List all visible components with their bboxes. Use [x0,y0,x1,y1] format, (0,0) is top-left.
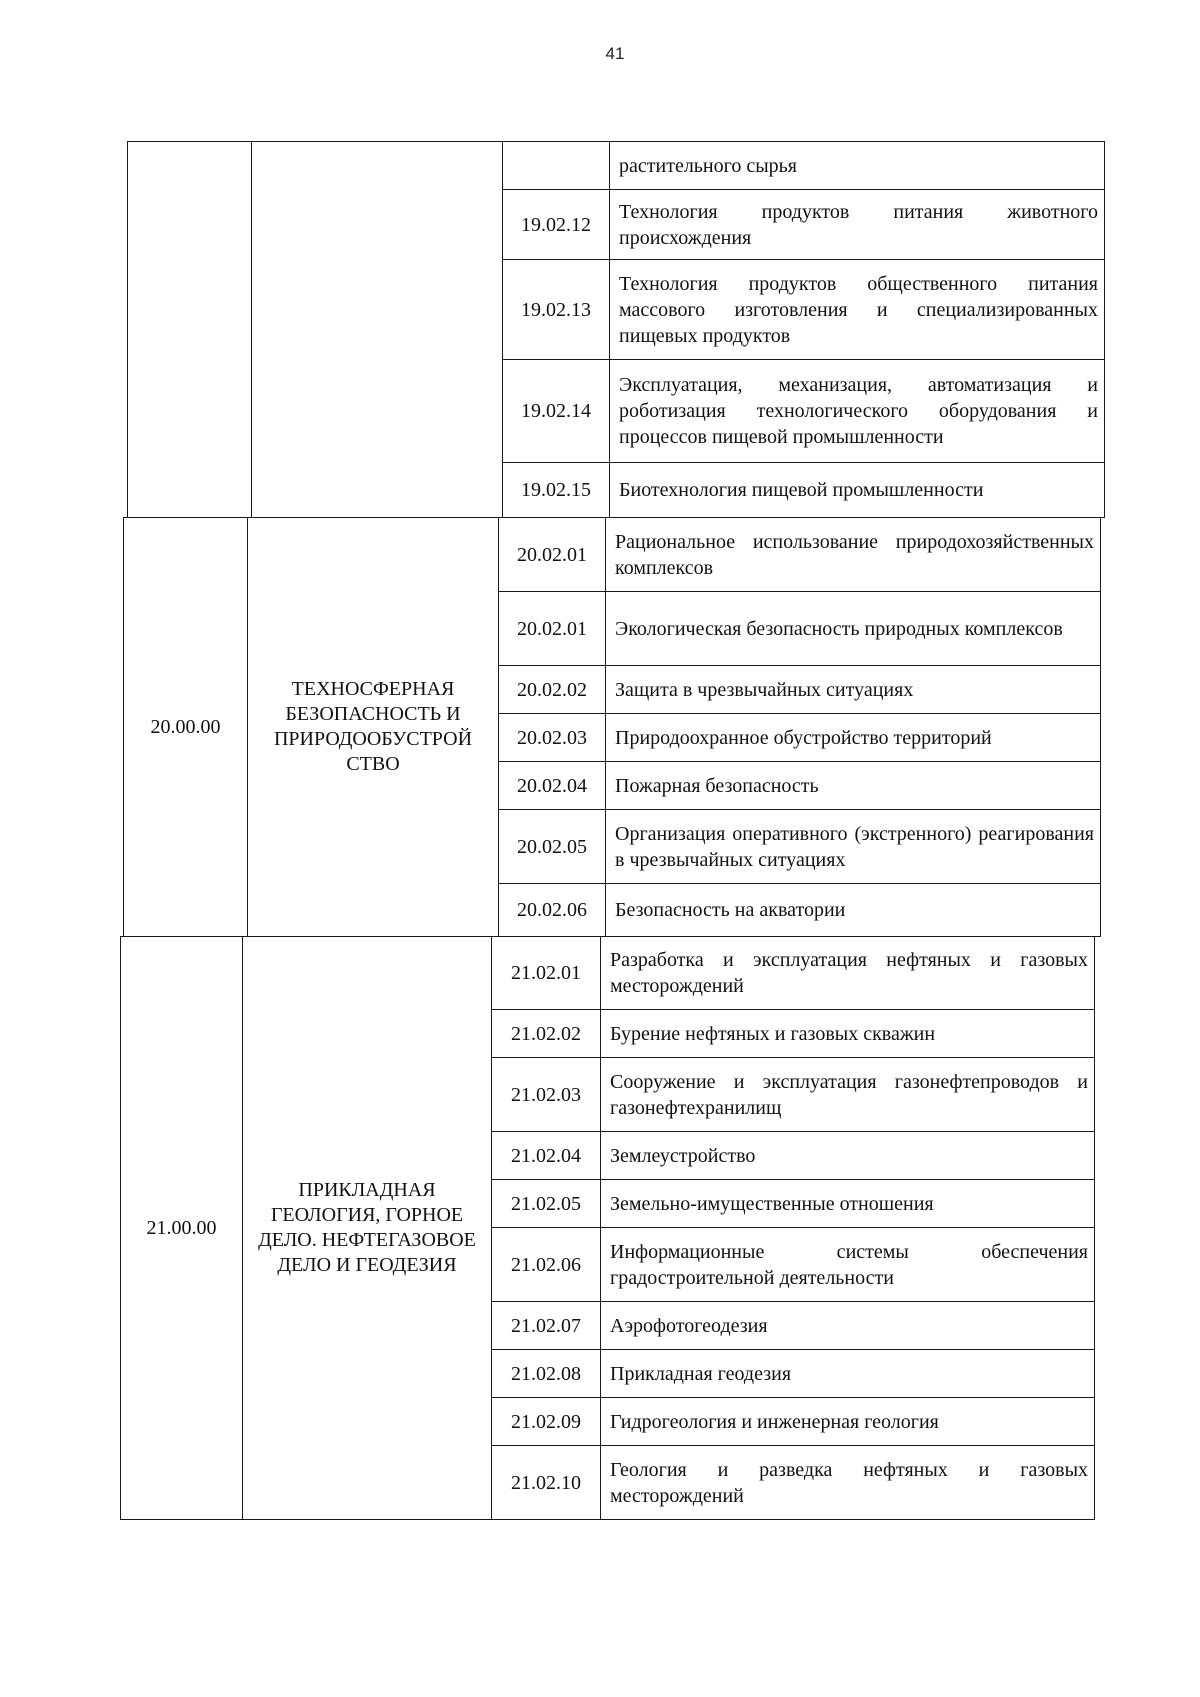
specialty-name: Землеустройство [601,1132,1095,1180]
specialty-name: Безопасность на акватории [606,884,1101,937]
page-number: 41 [605,44,625,63]
specialty-name: Организация оперативного (экстренного) реагирования в чрезвычайных ситуациях [606,810,1101,884]
specialty-code: 21.02.01 [492,937,601,1010]
specialty-name: Информационные системы обеспечения градостроительной деятельности [601,1228,1095,1302]
specialty-name: Геология и разведка нефтяных и газовых месторождений [601,1446,1095,1520]
specialty-code: 19.02.15 [503,463,610,518]
specialty-code [503,142,610,190]
group-title-cell: ТЕХНОСФЕРНАЯ БЕЗОПАСНОСТЬ И ПРИРОДООБУСТРОЙ СТВО [248,518,499,937]
specialty-code: 20.02.02 [499,666,606,714]
specialty-code: 21.02.05 [492,1180,601,1228]
specialty-name: Бурение нефтяных и газовых скважин [601,1010,1095,1058]
specialty-name: Эксплуатация, механизация, автоматизация и роботизация технологического оборудования и процессов пищевой промышленности [610,360,1105,463]
specialty-code: 20.02.01 [499,518,606,592]
specialty-code: 21.02.03 [492,1058,601,1132]
group-code-cell [128,142,252,518]
specialty-name: Аэрофотогеодезия [601,1302,1095,1350]
specialty-name: Разработка и эксплуатация нефтяных и газовых месторождений [601,937,1095,1010]
specialty-code: 20.02.04 [499,762,606,810]
group-code-cell: 20.00.00 [124,518,248,937]
specialty-code: 20.02.06 [499,884,606,937]
specialties-table-continuation [127,141,1105,518]
specialty-code: 20.02.03 [499,714,606,762]
specialty-name: Экологическая безопасность природных комплексов [606,592,1101,666]
specialty-code: 21.02.08 [492,1350,601,1398]
table-row [124,518,1101,592]
specialty-code: 19.02.12 [503,190,610,260]
specialty-code: 21.02.09 [492,1398,601,1446]
table-row [121,937,1095,1010]
specialty-code: 21.02.06 [492,1228,601,1302]
specialty-name: Прикладная геодезия [601,1350,1095,1398]
specialty-code: 19.02.14 [503,360,610,463]
specialties-table-group-21 [120,936,1095,1520]
specialty-code: 20.02.05 [499,810,606,884]
specialty-name: Технология продуктов общественного питания массового изготовления и специализированных пищевых продуктов [610,260,1105,360]
specialty-name: Сооружение и эксплуатация газонефтепроводов и газонефтехранилищ [601,1058,1095,1132]
specialty-name: Гидрогеология и инженерная геология [601,1398,1095,1446]
group-title-cell [252,142,503,518]
group-title-cell: ПРИКЛАДНАЯ ГЕОЛОГИЯ, ГОРНОЕ ДЕЛО. НЕФТЕГАЗОВОЕ ДЕЛО И ГЕОДЕЗИЯ [243,937,492,1520]
specialty-code: 19.02.13 [503,260,610,360]
table-row [128,142,1105,190]
specialty-name: растительного сырья [610,142,1105,190]
specialty-code: 21.02.02 [492,1010,601,1058]
specialty-name: Пожарная безопасность [606,762,1101,810]
specialty-code: 20.02.01 [499,592,606,666]
specialty-name: Защита в чрезвычайных ситуациях [606,666,1101,714]
specialty-code: 21.02.10 [492,1446,601,1520]
specialty-name: Биотехнология пищевой промышленности [610,463,1105,518]
specialties-table-group-20 [123,517,1101,937]
group-code-cell: 21.00.00 [121,937,243,1520]
specialty-name: Рациональное использование природохозяйственных комплексов [606,518,1101,592]
specialty-name: Технология продуктов питания животного происхождения [610,190,1105,260]
specialty-code: 21.02.04 [492,1132,601,1180]
specialty-name: Природоохранное обустройство территорий [606,714,1101,762]
specialty-name: Земельно-имущественные отношения [601,1180,1095,1228]
specialty-code: 21.02.07 [492,1302,601,1350]
